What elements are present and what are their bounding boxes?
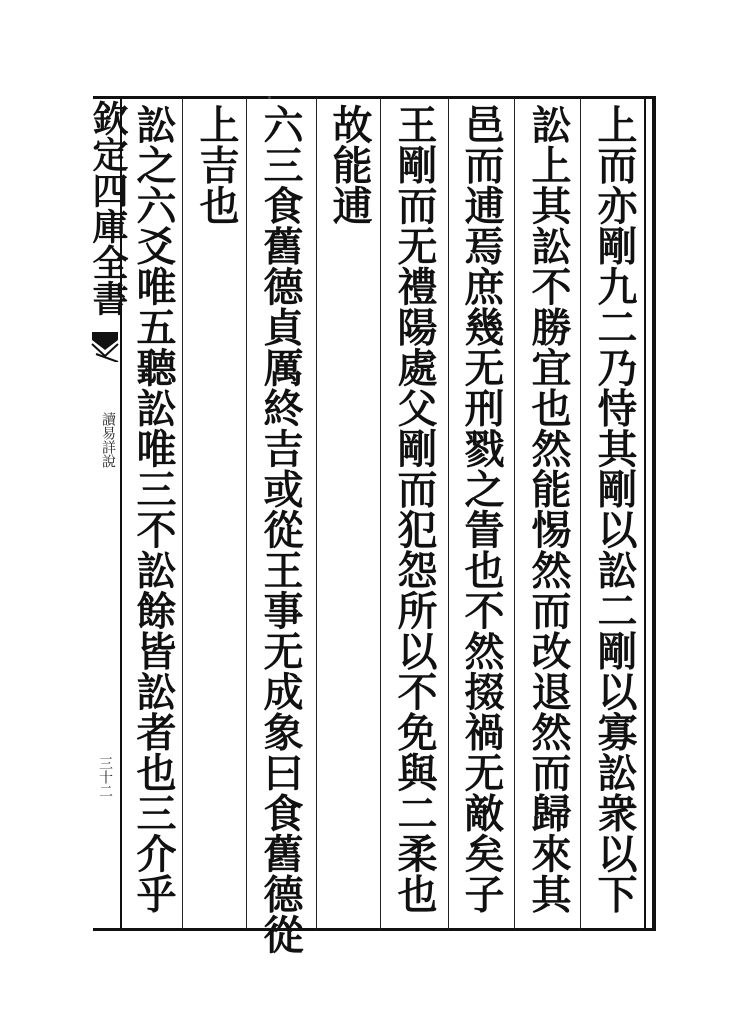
- text-column-7: 上吉也: [193, 104, 240, 226]
- text-column-3: 邑而逋焉庶幾无刑戮之眚也不然掇禍无敵矣子: [458, 104, 505, 914]
- text-column-5: 故能逋: [326, 104, 373, 226]
- column-rule: [246, 98, 247, 929]
- page-number: 三十二: [97, 756, 113, 798]
- text-column-6: 六三食舊德貞厲終吉或從王事无成象曰食舊德從: [257, 104, 304, 955]
- column-rule: [380, 98, 381, 929]
- column-rule: [448, 98, 449, 929]
- text-column-8: 訟之六爻唯五聽訟唯三不訟餘皆訟者也三介乎: [130, 104, 177, 914]
- text-column-1: 上而亦剛九二乃恃其剛以訟二剛以寡訟衆以下: [591, 104, 638, 914]
- column-rule: [514, 98, 515, 929]
- section-title: 讀易詳說: [100, 412, 116, 468]
- text-column-4: 王剛而无禮陽處父剛而犯怨所以不免與二柔也: [391, 104, 438, 914]
- column-rule: [316, 98, 317, 929]
- fish-tail-mark: [90, 330, 120, 362]
- column-rule: [580, 98, 581, 929]
- ink-speck: [268, 96, 271, 99]
- book-title: 欽定四庫全書: [87, 100, 129, 316]
- border-inner-rule: [644, 96, 646, 931]
- text-column-2: 訟上其訟不勝宜也然能惕然而改退然而歸來其: [525, 104, 572, 914]
- column-rule: [182, 98, 183, 929]
